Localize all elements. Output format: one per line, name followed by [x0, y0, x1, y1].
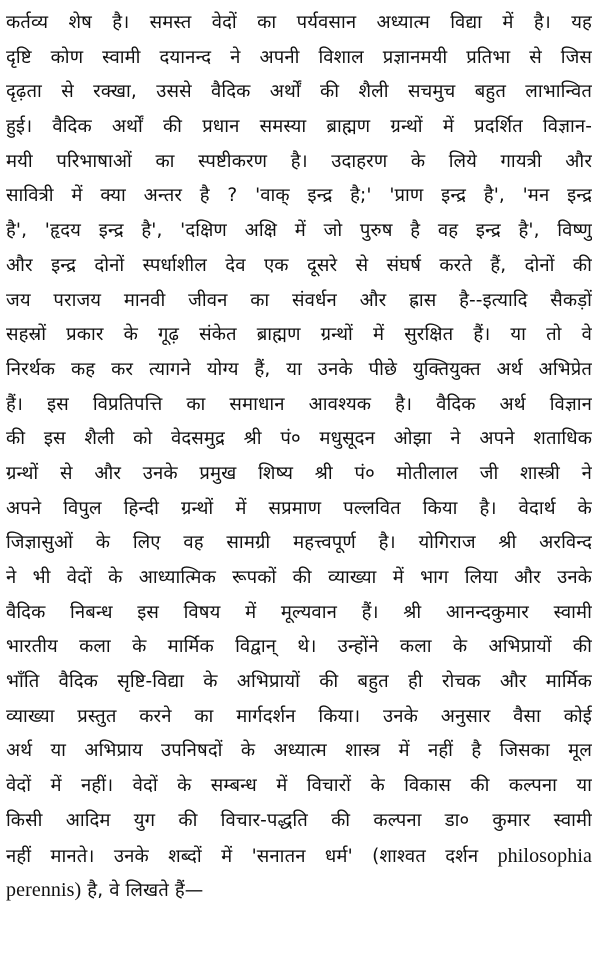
- text-line-15: अपने विपुल हिन्दी ग्रन्थों में सप्रमाण पल्लवित किया है। वेदार्थ के: [6, 497, 592, 519]
- text-line-26-hindi: है, वे लिखते हैं—: [81, 880, 204, 902]
- text-line-9: जय पराजय मानवी जीवन का संवर्धन और ह्रास है--इत्यादि सैकड़ों: [6, 289, 592, 311]
- text-line-26: [6, 873, 592, 908]
- text-line-20: भाँति वैदिक सृष्टि-विद्या के अभिप्रायों की बहुत ही रोचक और मार्मिक: [6, 671, 592, 693]
- latin-term-philosophia: philosophia: [497, 844, 592, 867]
- text-line-21: व्याख्या प्रस्तुत करने का मार्गदर्शन किया। उनके अनुसार वैसा कोई: [6, 705, 592, 727]
- text-line-4: हुई। वैदिक अर्थों की प्रधान समस्या ब्राह्मण ग्रन्थों में प्रदर्शित विज्ञान-: [6, 116, 592, 138]
- text-line-19: भारतीय कला के मार्मिक विद्वान् थे। उन्होंने कला के अभिप्रायों की: [6, 636, 592, 658]
- text-line-14: ग्रन्थों से और उनके प्रमुख शिष्य श्री पं० मोतीलाल जी शास्त्री ने: [6, 462, 592, 484]
- text-line-3: दृढ़ता से रक्खा, उससे वैदिक अर्थों की शैली सचमुच बहुत लाभान्वित: [6, 81, 592, 103]
- text-line-23: वेदों में नहीं। वेदों के सम्बन्ध में विचारों के विकास की कल्पना या: [6, 775, 592, 797]
- text-line-17: ने भी वेदों के आध्यात्मिक रूपकों की व्याख्या में भाग लिया और उनके: [6, 567, 592, 588]
- text-line-10: सहस्रों प्रकार के गूढ़ संकेत ब्राह्मण ग्रन्थों में सुरक्षित हैं। या तो वे: [6, 324, 592, 346]
- text-line-8: और इन्द्र दोनों स्पर्धाशील देव एक दूसरे से संघर्ष करते हैं, दोनों की: [6, 254, 592, 276]
- text-line-18: वैदिक निबन्ध इस विषय में मूल्यवान हैं। श्री आनन्दकुमार स्वामी: [6, 601, 592, 623]
- text-line-16: जिज्ञासुओं के लिए वह सामग्री महत्त्वपूर्ण है। योगिराज श्री अरविन्द: [6, 532, 592, 554]
- text-line-12: हैं। इस विप्रतिपत्ति का समाधान आवश्यक है। वैदिक अर्थ विज्ञान: [6, 393, 592, 415]
- text-line-5: मयी परिभाषाओं का स्पष्टीकरण है। उदाहरण के लिये गायत्री और: [6, 150, 592, 172]
- text-line-11: निरर्थक कह कर त्यागने योग्य हैं, या उनके पीछे युक्तियुक्त अर्थ अभिप्रेत: [6, 358, 592, 380]
- text-line-7: है', 'हृदय इन्द्र है', 'दक्षिण अक्षि में जो पुरुष है वह इन्द्र है', विष्णु: [6, 220, 592, 242]
- text-line-22: अर्थ या अभिप्राय उपनिषदों के अध्यात्म शास्त्र में नहीं है जिसका मूल: [6, 740, 592, 762]
- text-line-13: की इस शैली को वेदसमुद्र श्री पं० मधुसूदन ओझा ने अपने शताधिक: [6, 428, 592, 450]
- text-line-25: [6, 839, 592, 874]
- text-line-6: सावित्री में क्या अन्तर है ? 'वाक् इन्द्र है;' 'प्राण इन्द्र है', 'मन इन्द्र: [6, 185, 592, 207]
- text-line-1: कर्तव्य शेष है। समस्त वेदों का पर्यवसान अध्यात्म विद्या में है। यह: [6, 12, 592, 33]
- text-line-24: किसी आदिम युग की विचार-पद्धति की कल्पना डा० कुमार स्वामी: [6, 809, 592, 831]
- text-line-2: दृष्टि कोण स्वामी दयानन्द ने अपनी विशाल प्रज्ञानमयी प्रतिभा से जिस: [6, 46, 592, 68]
- latin-term-perennis: perennis): [6, 879, 82, 902]
- text-line-25-hindi: नहीं मानते। उनके शब्दों में 'सनातन धर्म' (शाश्वत दर्शन: [6, 845, 479, 867]
